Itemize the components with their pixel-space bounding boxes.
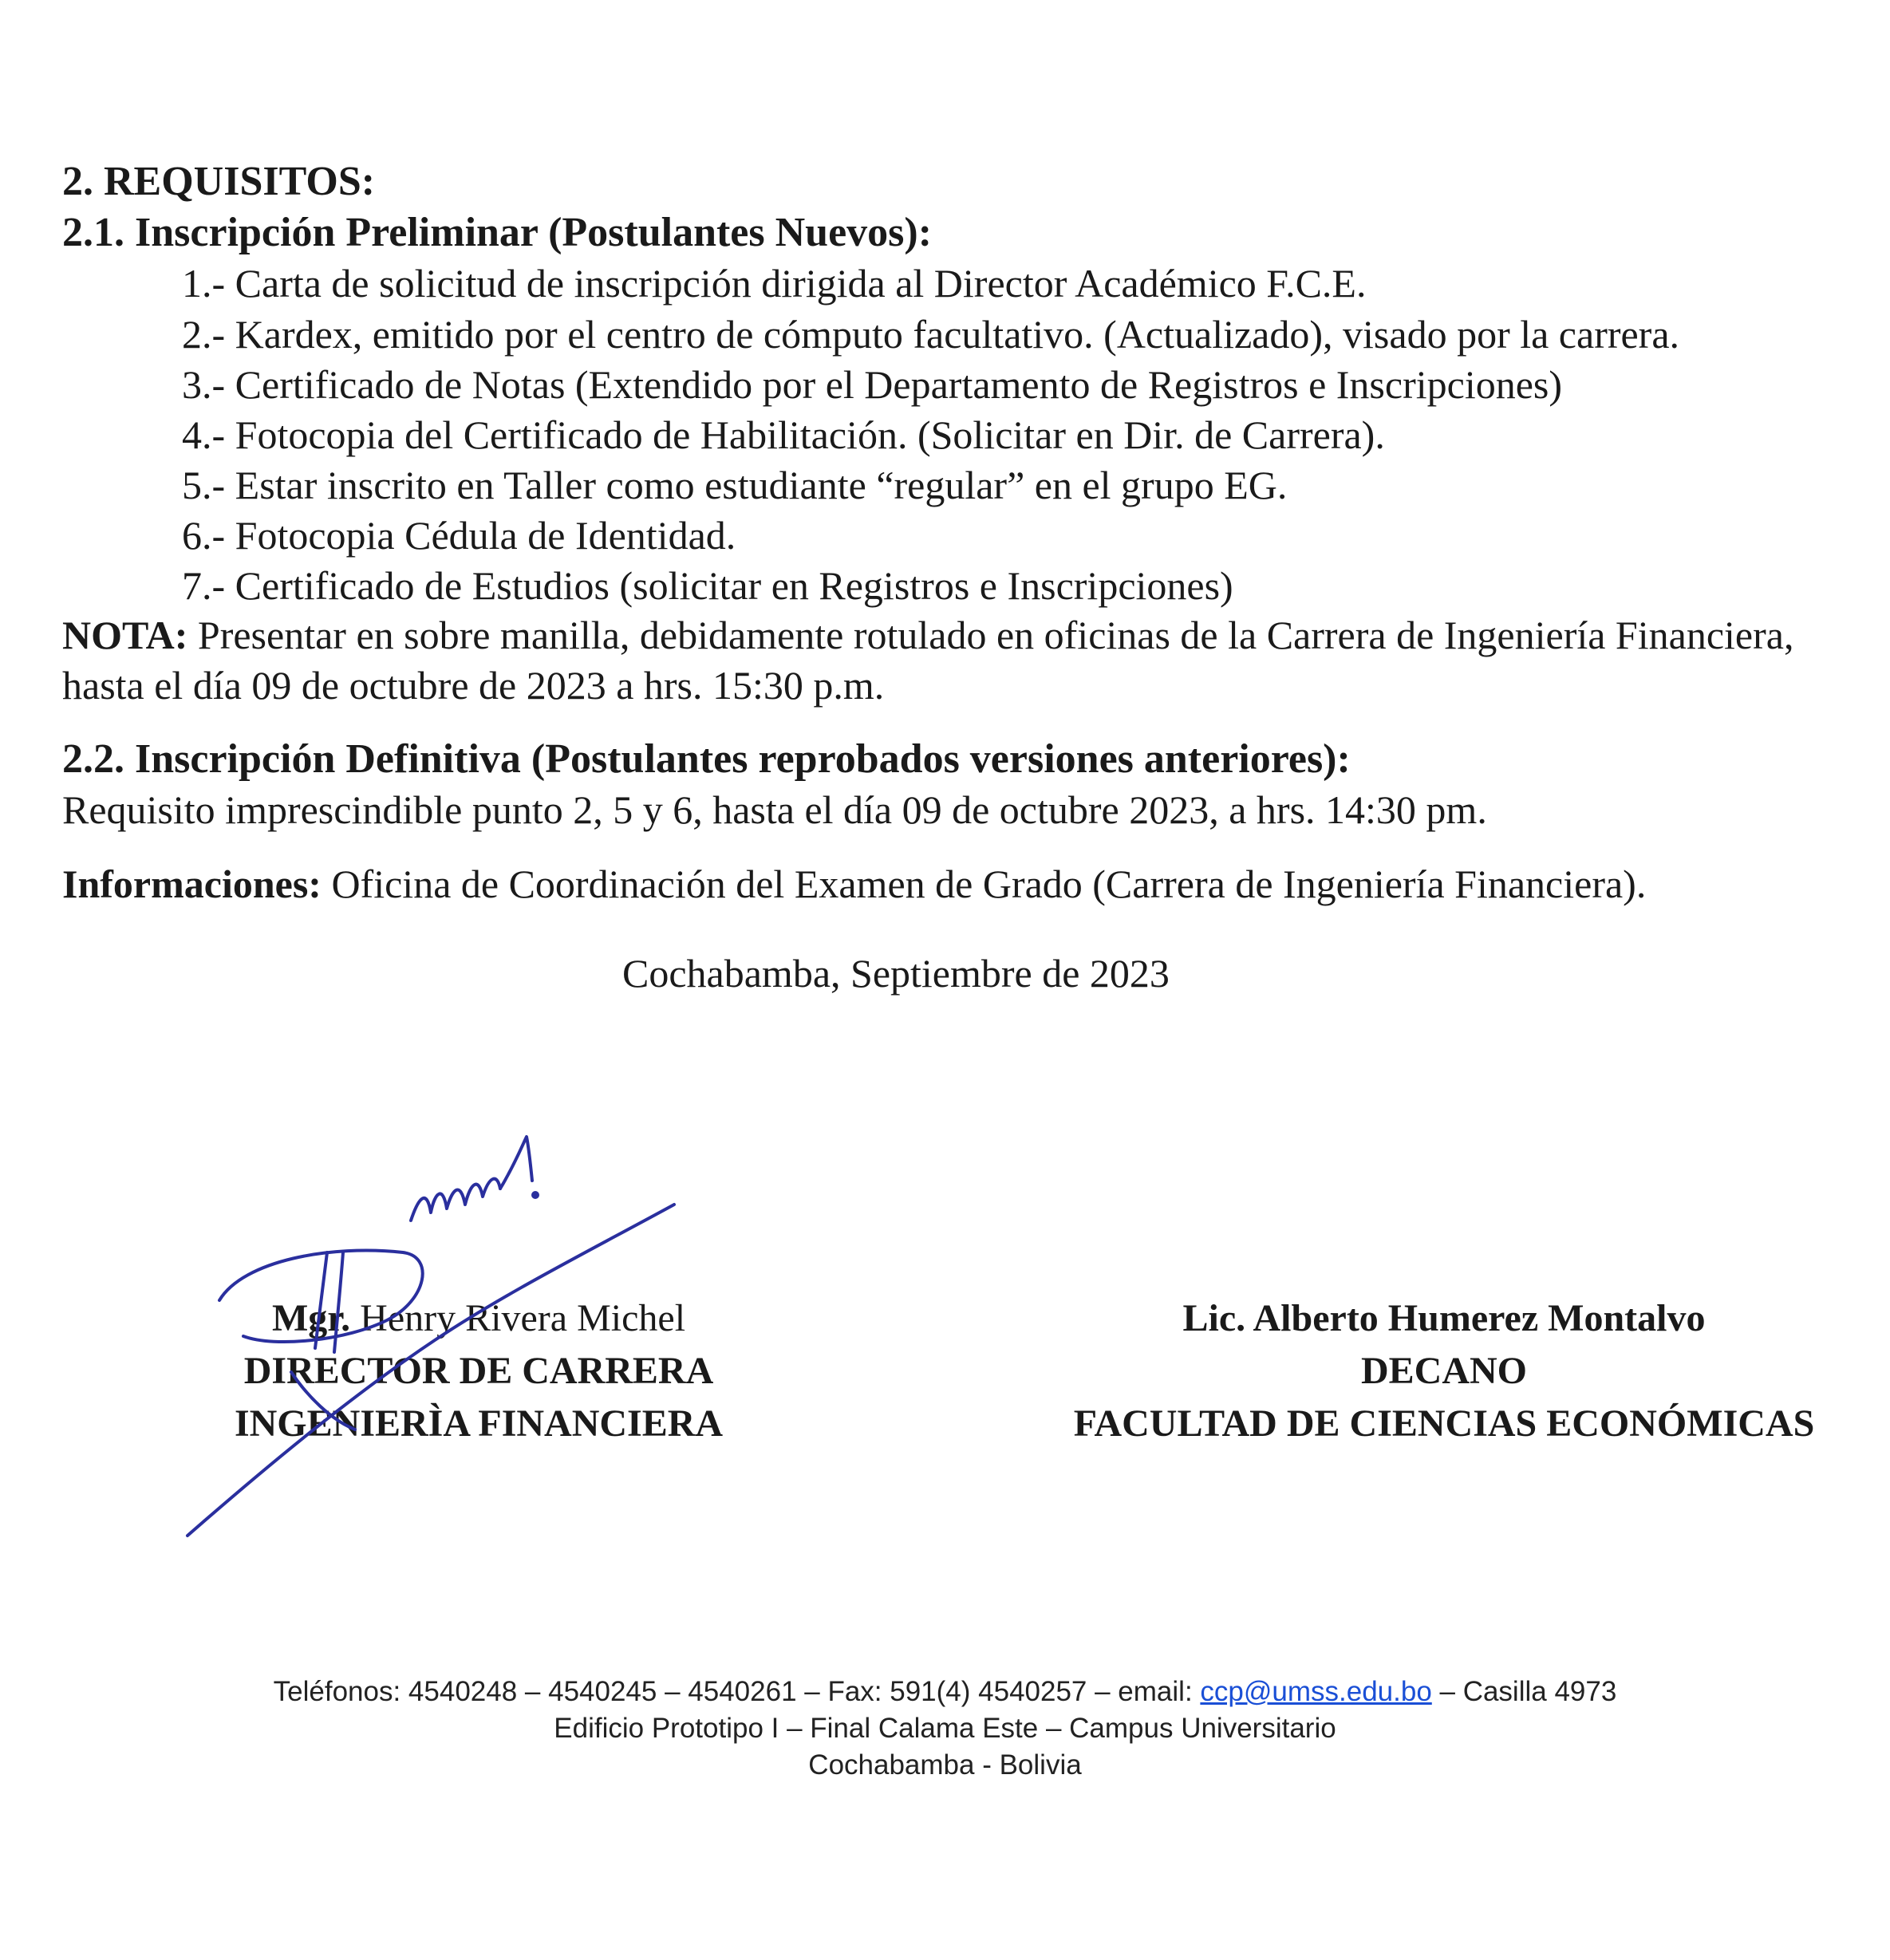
requirement-item: 7.- Certificado de Estudios (solicitar en Registros e Inscripciones) — [182, 563, 1233, 608]
footer-city: Cochabamba - Bolivia — [808, 1749, 1082, 1781]
note-label: NOTA: — [62, 613, 188, 657]
signatory-left-role: DIRECTOR DE CARRERA — [243, 1350, 714, 1392]
note-line-2: hasta el día 09 de octubre de 2023 a hrs. 15:30 p.m. — [62, 663, 885, 708]
requirement-item: 4.- Fotocopia del Certificado de Habilitación. (Solicitar en Dir. de Carrera). — [182, 412, 1385, 457]
signature-dot — [533, 1193, 538, 1197]
footer-email-link[interactable]: ccp@umss.edu.bo — [1200, 1676, 1432, 1707]
footer-casilla: – Casilla 4973 — [1431, 1676, 1617, 1707]
requirement-item: 6.- Fotocopia Cédula de Identidad. — [182, 513, 736, 558]
place-date: Cochabamba, Septiembre de 2023 — [622, 951, 1170, 996]
signatory-left-name: Henry Rivera Michel — [350, 1297, 686, 1339]
signatory-left-name-line — [191, 1292, 766, 1345]
footer-address: Edificio Prototipo I – Final Calama Este – Campus Universitario — [554, 1713, 1336, 1744]
signature-stroke — [411, 1179, 500, 1221]
signatory-right-name: Lic. Alberto Humerez Montalvo — [1182, 1297, 1706, 1339]
note-text: Presentar en sobre manilla, debidamente rotulado en oficinas de la Carrera de Ingeniería Financiera, — [187, 613, 1794, 657]
signatory-left — [191, 1292, 766, 1450]
signatory-right — [1021, 1292, 1867, 1450]
requirement-item: 5.- Estar inscrito en Taller como estudiante “regular” en el grupo EG. — [182, 463, 1288, 507]
note-line-1 — [62, 611, 1793, 659]
section-title: 2. REQUISITOS: — [62, 159, 376, 204]
signatory-right-role: DECANO — [1360, 1350, 1527, 1392]
definitive-text: Requisito imprescindible punto 2, 5 y 6, hasta el día 09 de octubre 2023, a hrs. 14:30 pm. — [62, 787, 1487, 832]
definitive-heading: 2.2. Inscripción Definitiva (Postulantes reprobados versiones anteriores): — [62, 736, 1351, 782]
footer — [0, 1674, 1890, 1784]
info-line — [62, 860, 1646, 908]
info-label: Informaciones: — [62, 862, 322, 906]
info-text: Oficina de Coordinación del Examen de Grado (Carrera de Ingeniería Financiera). — [321, 862, 1647, 906]
signatory-left-title: Mgr. — [271, 1297, 351, 1339]
footer-phones: Teléfonos: 4540248 – 4540245 – 4540261 – Fax: 591(4) 4540257 – email: — [273, 1676, 1201, 1707]
footer-contact-line — [0, 1674, 1890, 1710]
signatory-right-unit: FACULTAD DE CIENCIAS ECONÓMICAS — [1073, 1402, 1815, 1445]
signatory-left-unit: INGENIERÌA FINANCIERA — [234, 1402, 724, 1445]
requirement-item: 1.- Carta de solicitud de inscripción dirigida al Director Académico F.C.E. — [182, 261, 1367, 306]
preliminary-heading: 2.1. Inscripción Preliminar (Postulantes Nuevos): — [62, 210, 933, 255]
requirement-item: 3.- Certificado de Notas (Extendido por el Departamento de Registros e Inscripciones) — [182, 362, 1563, 407]
requirement-item: 2.- Kardex, emitido por el centro de cómputo facultativo. (Actualizado), visado por la carrera. — [182, 312, 1680, 357]
signature-stroke — [500, 1137, 532, 1189]
